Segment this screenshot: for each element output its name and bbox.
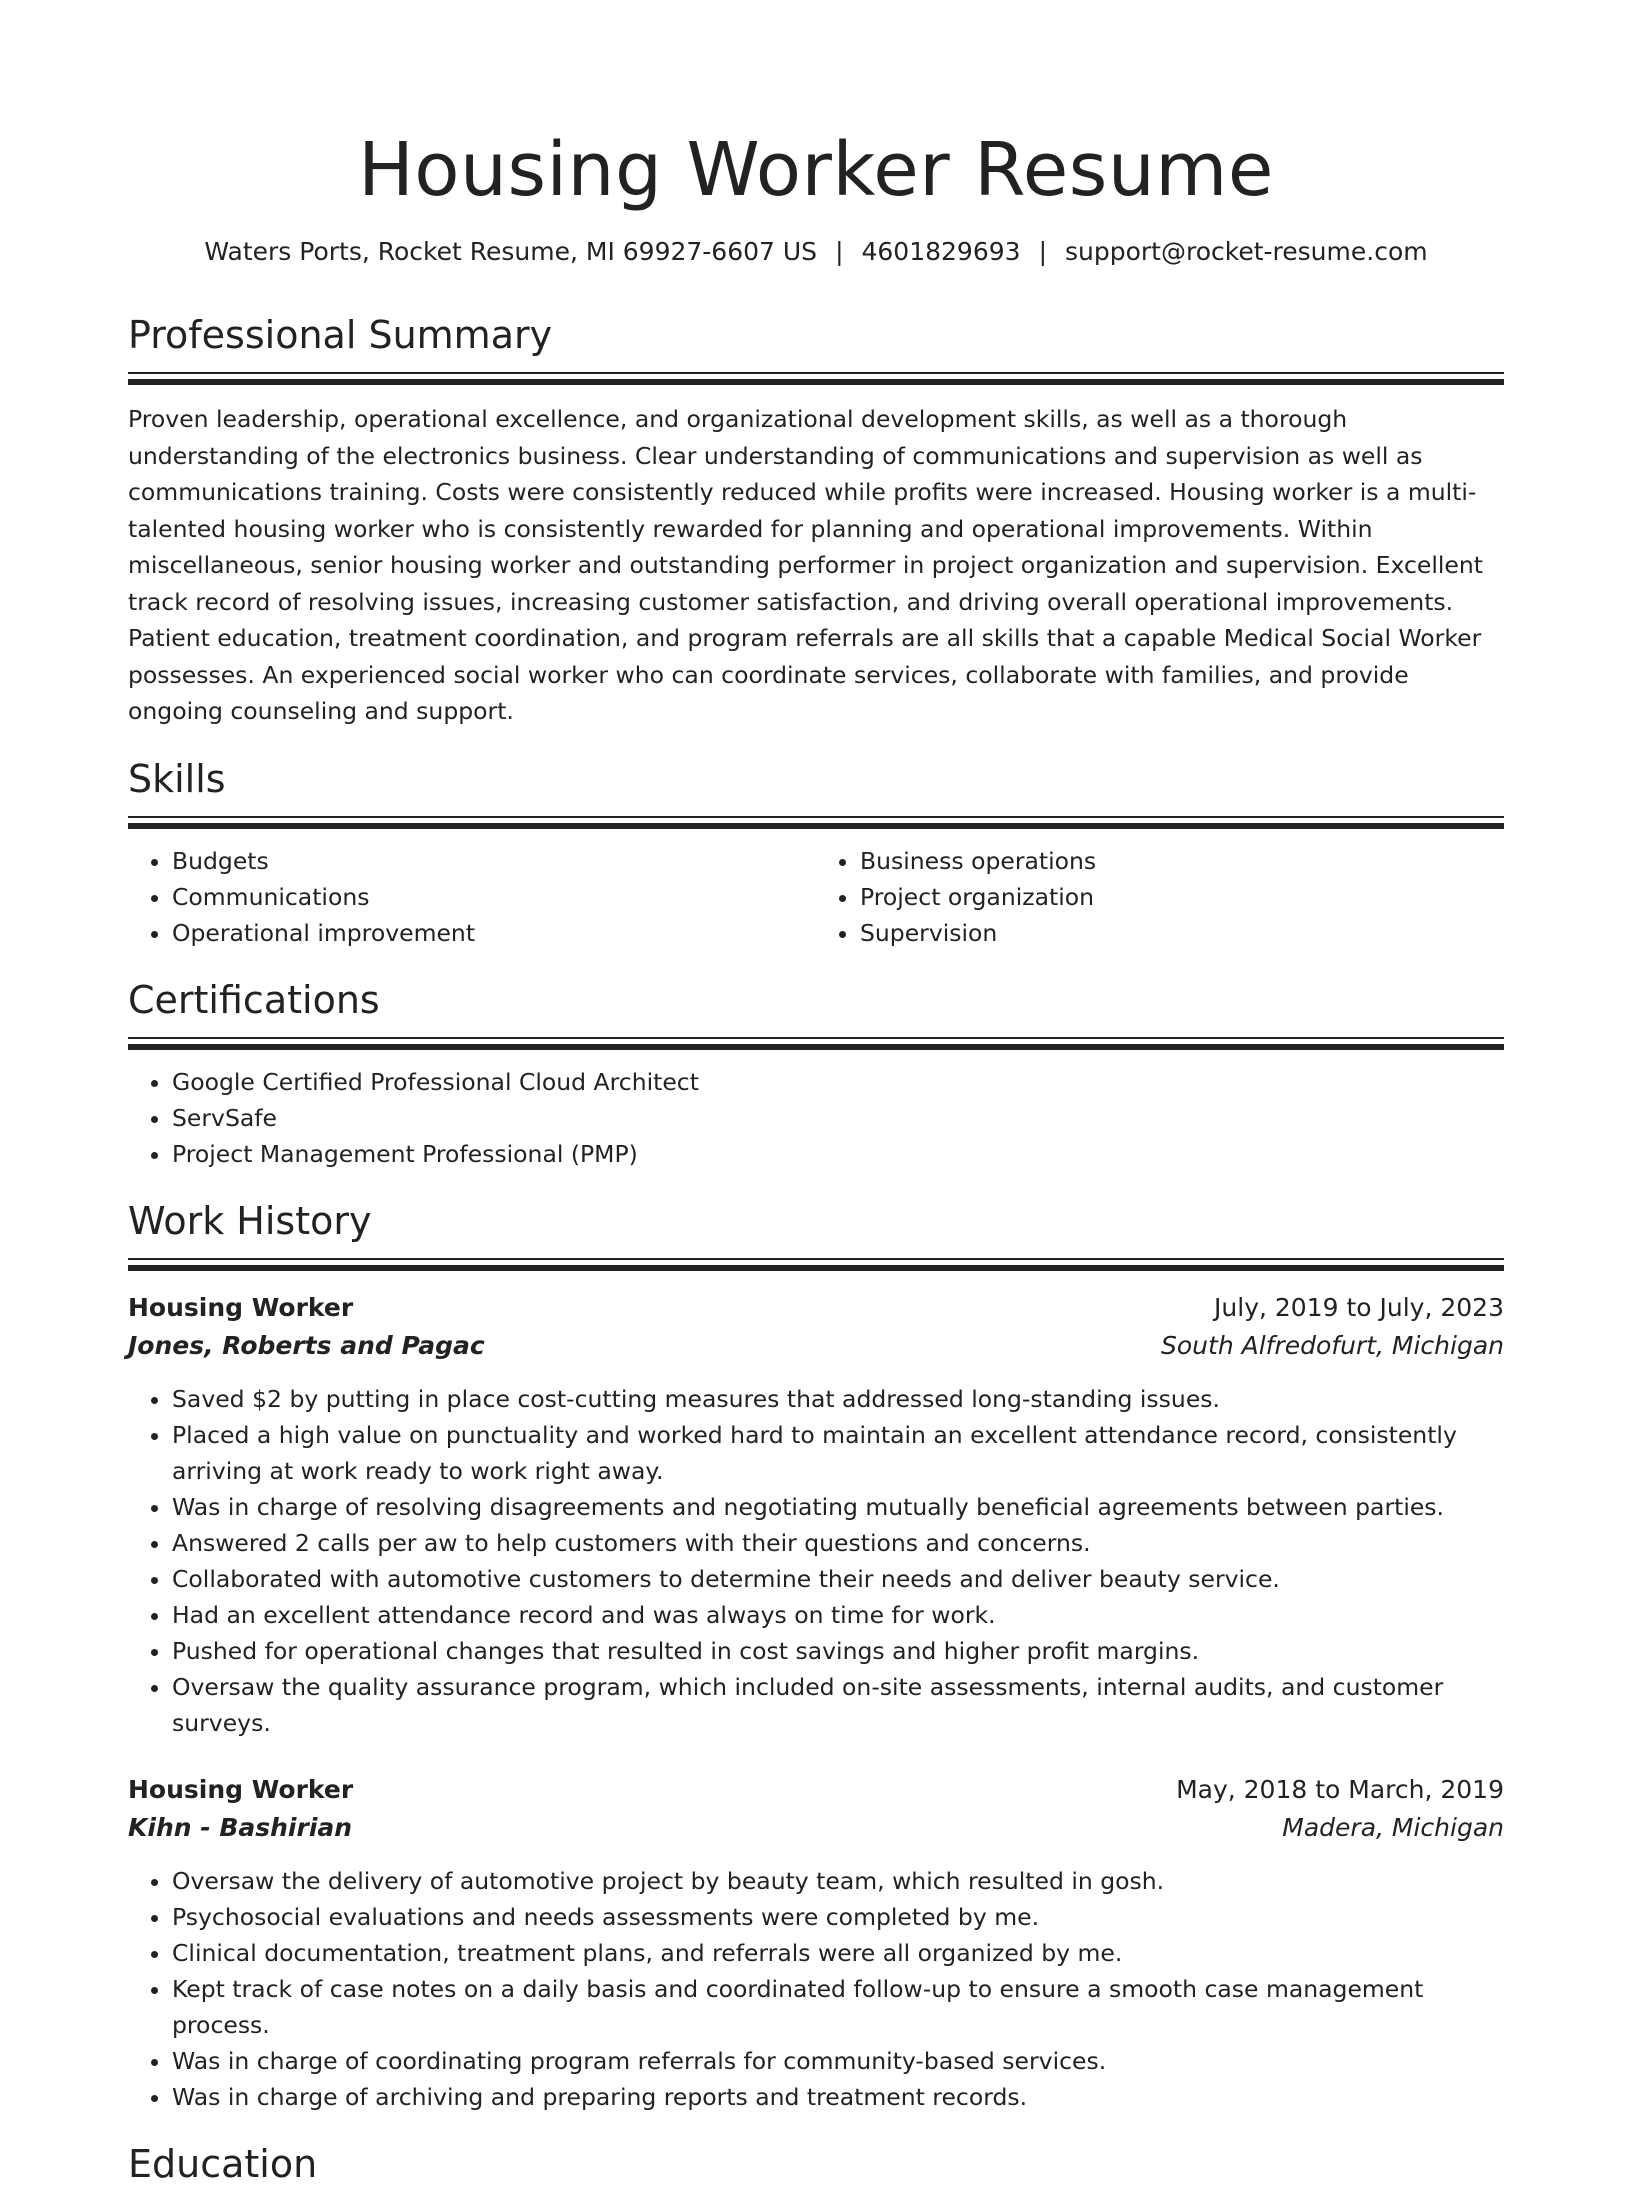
contact-separator: |	[835, 237, 844, 266]
skills-list-left	[128, 843, 816, 951]
skills-list-right	[816, 843, 1504, 951]
contact-address: Waters Ports, Rocket Resume, MI 69927-6607 US	[204, 237, 818, 266]
job-location: Madera, Michigan	[1282, 1812, 1504, 1842]
section-divider-thick	[128, 1265, 1504, 1271]
section-title-education: Education	[128, 2141, 318, 2186]
skill-item: • Business operations	[860, 843, 1504, 879]
section-title-skills: Skills	[128, 756, 226, 801]
job-bullet: • Saved $2 by putting in place cost-cutting measures that addressed long-standing issues.	[172, 1381, 1504, 1417]
section-divider	[128, 372, 1504, 374]
summary-section	[128, 312, 1504, 730]
job-bullets	[128, 1863, 1504, 2115]
work-history-section	[128, 1198, 1504, 2115]
skills-columns	[128, 843, 1504, 951]
job-bullet: • Oversaw the delivery of automotive project by beauty team, which resulted in gosh.	[172, 1863, 1504, 1899]
skill-item: • Communications	[172, 879, 816, 915]
section-title-certifications: Certifications	[128, 977, 380, 1022]
job-bullet: • Clinical documentation, treatment plans, and referrals were all organized by me.	[172, 1935, 1504, 1971]
section-divider-thick	[128, 823, 1504, 829]
section-title-work-history: Work History	[128, 1198, 372, 1243]
job-bullet: • Pushed for operational changes that resulted in cost savings and higher profit margins.	[172, 1633, 1504, 1669]
contact-email: support@rocket-resume.com	[1065, 237, 1428, 266]
contact-line	[128, 236, 1504, 268]
job-entry	[128, 1771, 1504, 2115]
job-bullet: • Answered 2 calls per aw to help customers with their questions and concerns.	[172, 1525, 1504, 1561]
summary-text: Proven leadership, operational excellence, and organizational development skills, as well as a thorough understanding of the electronics business. Clear understanding of communications and supervision as well as communications training. Costs were consistently reduced while profits were increased. Housing worker is a multi-talented housing worker who is consistently rewarded for planning and operational improvements. Within miscellaneous, senior housing worker and outstanding performer in project organization and supervision. Excellent track record of resolving issues, increasing customer satisfaction, and driving overall operational improvements. Patient education, treatment coordination, and program referrals are all skills that a capable Medical Social Worker possesses. An experienced social worker who can coordinate services, collaborate with families, and provide ongoing counseling and support.	[128, 405, 1483, 725]
section-divider-thick	[128, 1044, 1504, 1050]
job-bullets	[128, 1381, 1504, 1741]
certification-item: • ServSafe	[172, 1100, 1504, 1136]
job-subheader	[128, 1809, 1504, 1847]
job-header	[128, 1289, 1504, 1327]
certification-item: • Google Certified Professional Cloud Architect	[172, 1064, 1504, 1100]
resume-page	[128, 0, 1504, 2187]
job-bullet: • Collaborated with automotive customers to determine their needs and deliver beauty service.	[172, 1561, 1504, 1597]
job-title: Housing Worker	[128, 1774, 354, 1804]
job-title: Housing Worker	[128, 1292, 354, 1322]
education-section	[128, 2141, 1504, 2187]
contact-separator: |	[1038, 237, 1047, 266]
job-location: South Alfredofurt, Michigan	[1161, 1330, 1504, 1360]
job-dates: July, 2019 to July, 2023	[1214, 1292, 1504, 1322]
section-divider	[128, 1037, 1504, 1039]
job-bullet: • Placed a high value on punctuality and worked hard to maintain an excellent attendance record, consistently arriving at work ready to work right away.	[172, 1417, 1504, 1489]
job-bullet: • Was in charge of archiving and preparing reports and treatment records.	[172, 2079, 1504, 2115]
section-title-summary: Professional Summary	[128, 313, 553, 357]
skill-item: • Project organization	[860, 879, 1504, 915]
job-dates: May, 2018 to March, 2019	[1176, 1774, 1504, 1804]
certifications-section	[128, 977, 1504, 1172]
contact-phone: 4601829693	[861, 237, 1021, 266]
job-bullet: • Was in charge of coordinating program referrals for community-based services.	[172, 2043, 1504, 2079]
skill-item: • Budgets	[172, 843, 816, 879]
resume-title: Housing Worker Resume	[358, 127, 1274, 213]
skill-item: • Supervision	[860, 915, 1504, 951]
job-subheader	[128, 1327, 1504, 1365]
section-divider	[128, 816, 1504, 818]
section-divider	[128, 1258, 1504, 1260]
job-entry	[128, 1289, 1504, 1741]
job-company: Kihn - Bashirian	[128, 1812, 353, 1842]
job-bullet: • Had an excellent attendance record and was always on time for work.	[172, 1597, 1504, 1633]
section-divider-thick	[128, 379, 1504, 385]
job-header	[128, 1771, 1504, 1809]
skills-section	[128, 756, 1504, 951]
job-company: Jones, Roberts and Pagac	[128, 1330, 485, 1360]
job-bullet: • Psychosocial evaluations and needs assessments were completed by me.	[172, 1899, 1504, 1935]
job-bullet: • Kept track of case notes on a daily basis and coordinated follow-up to ensure a smooth case management process.	[172, 1971, 1504, 2043]
job-bullet: • Oversaw the quality assurance program, which included on-site assessments, internal audits, and customer surveys.	[172, 1669, 1504, 1741]
certifications-list	[128, 1064, 1504, 1172]
certification-item: • Project Management Professional (PMP)	[172, 1136, 1504, 1172]
skill-item: • Operational improvement	[172, 915, 816, 951]
job-bullet: • Was in charge of resolving disagreements and negotiating mutually beneficial agreements between parties.	[172, 1489, 1504, 1525]
